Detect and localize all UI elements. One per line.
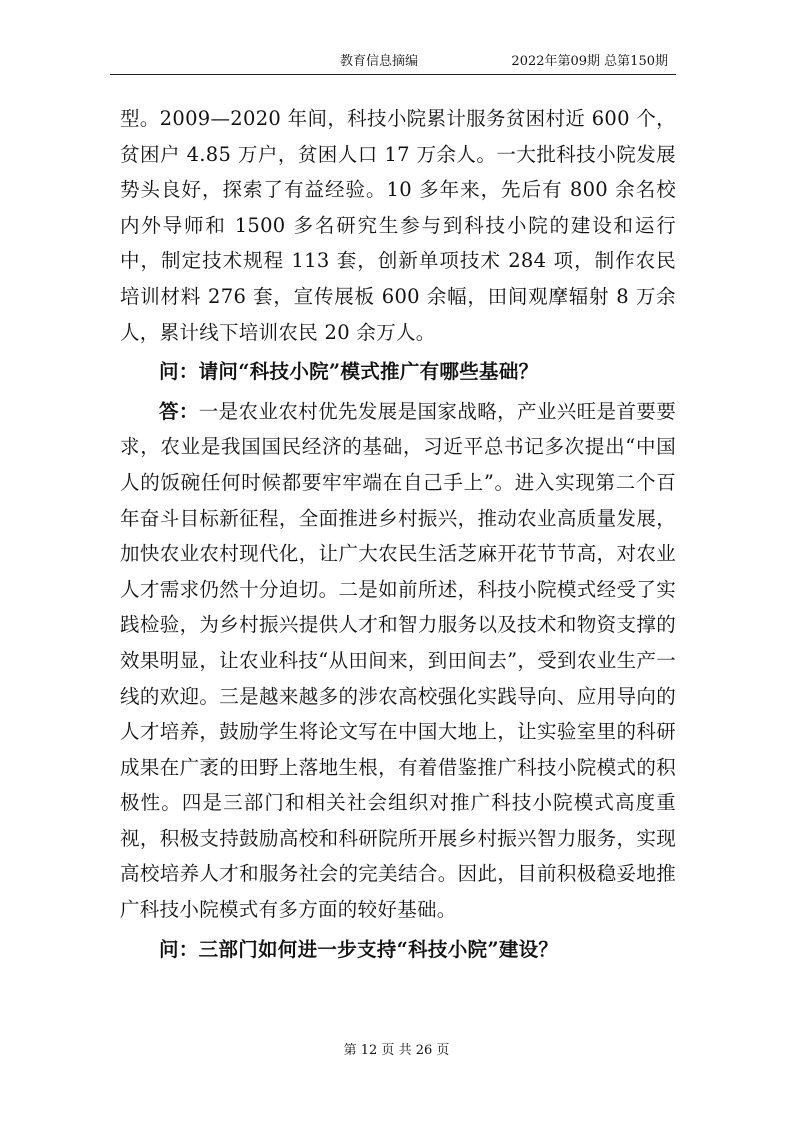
answer-label: 答： [159, 399, 199, 423]
answer-text: 一是农业农村优先发展是国家战略，产业兴旺是首要要求，农业是我国国民经济的基础，习近平总书记多次提出“中国人的饭碗任何时候都要牢牢端在自己手上”。进入实现第二个百年奋斗目标新征程，全面推进乡村振兴，推动农业高质量发展，加快农业农村现代化，让广大农民生活芝麻开花节节高，对农业人才需求仍然十分迫切。二是如前所述，科技小院模式经受了实践检验，为乡村振兴提供人才和智力服务以及技术和物资支撑的效果明显，让农业科技“从田间来，到田间去”，受到农业生产一线的欢迎。三是越来越多的涉农高校强化实践导向、应用导向的人才培养，鼓励学生将论文写在中国大地上，让实验室里的科研成果在广袤的田野上落地生根，有着借鉴推广科技小院模式的积极性。四是三部门和相关社会组织对推广科技小院模式高度重视，积极支持鼓励高校和科研院所开展乡村振兴智力服务，实现高校培养人才和服务社会的完美结合。因此，目前积极稳妥地推广科技小院模式有多方面的较好基础。 [120, 399, 676, 922]
document-body [120, 101, 676, 971]
question-heading: 问：三部门如何进一步支持“科技小院”建设？ [159, 937, 559, 961]
answer-paragraph [120, 394, 676, 928]
page-footer: 第 12 页 共 26 页 [343, 1043, 450, 1058]
running-header [110, 52, 676, 75]
journal-title: 教育信息摘编 [340, 54, 419, 69]
question-heading: 问：请问“科技小院”模式推广有哪些基础？ [159, 360, 539, 384]
issue-number: 2022年第09期 总第150期 [511, 54, 668, 69]
paragraph-continued: 型。2009—2020 年间，科技小院累计服务贫困村近 600 个，贫困户 4.85 万户，贫困人口 17 万余人。一大批科技小院发展势头良好，探索了有益经验。10 多年来，先后有 800 余名校内外导师和 1500 多名研究生参与到科技小院的建设和运行中，制定技术规程 113 套，创新单项技术 284 项，制作农民培训材料 276 套，宣传展板 600 余幅，田间观摩辐射 8 万余人，累计线下培训农民 20 余万人。 [120, 107, 676, 344]
